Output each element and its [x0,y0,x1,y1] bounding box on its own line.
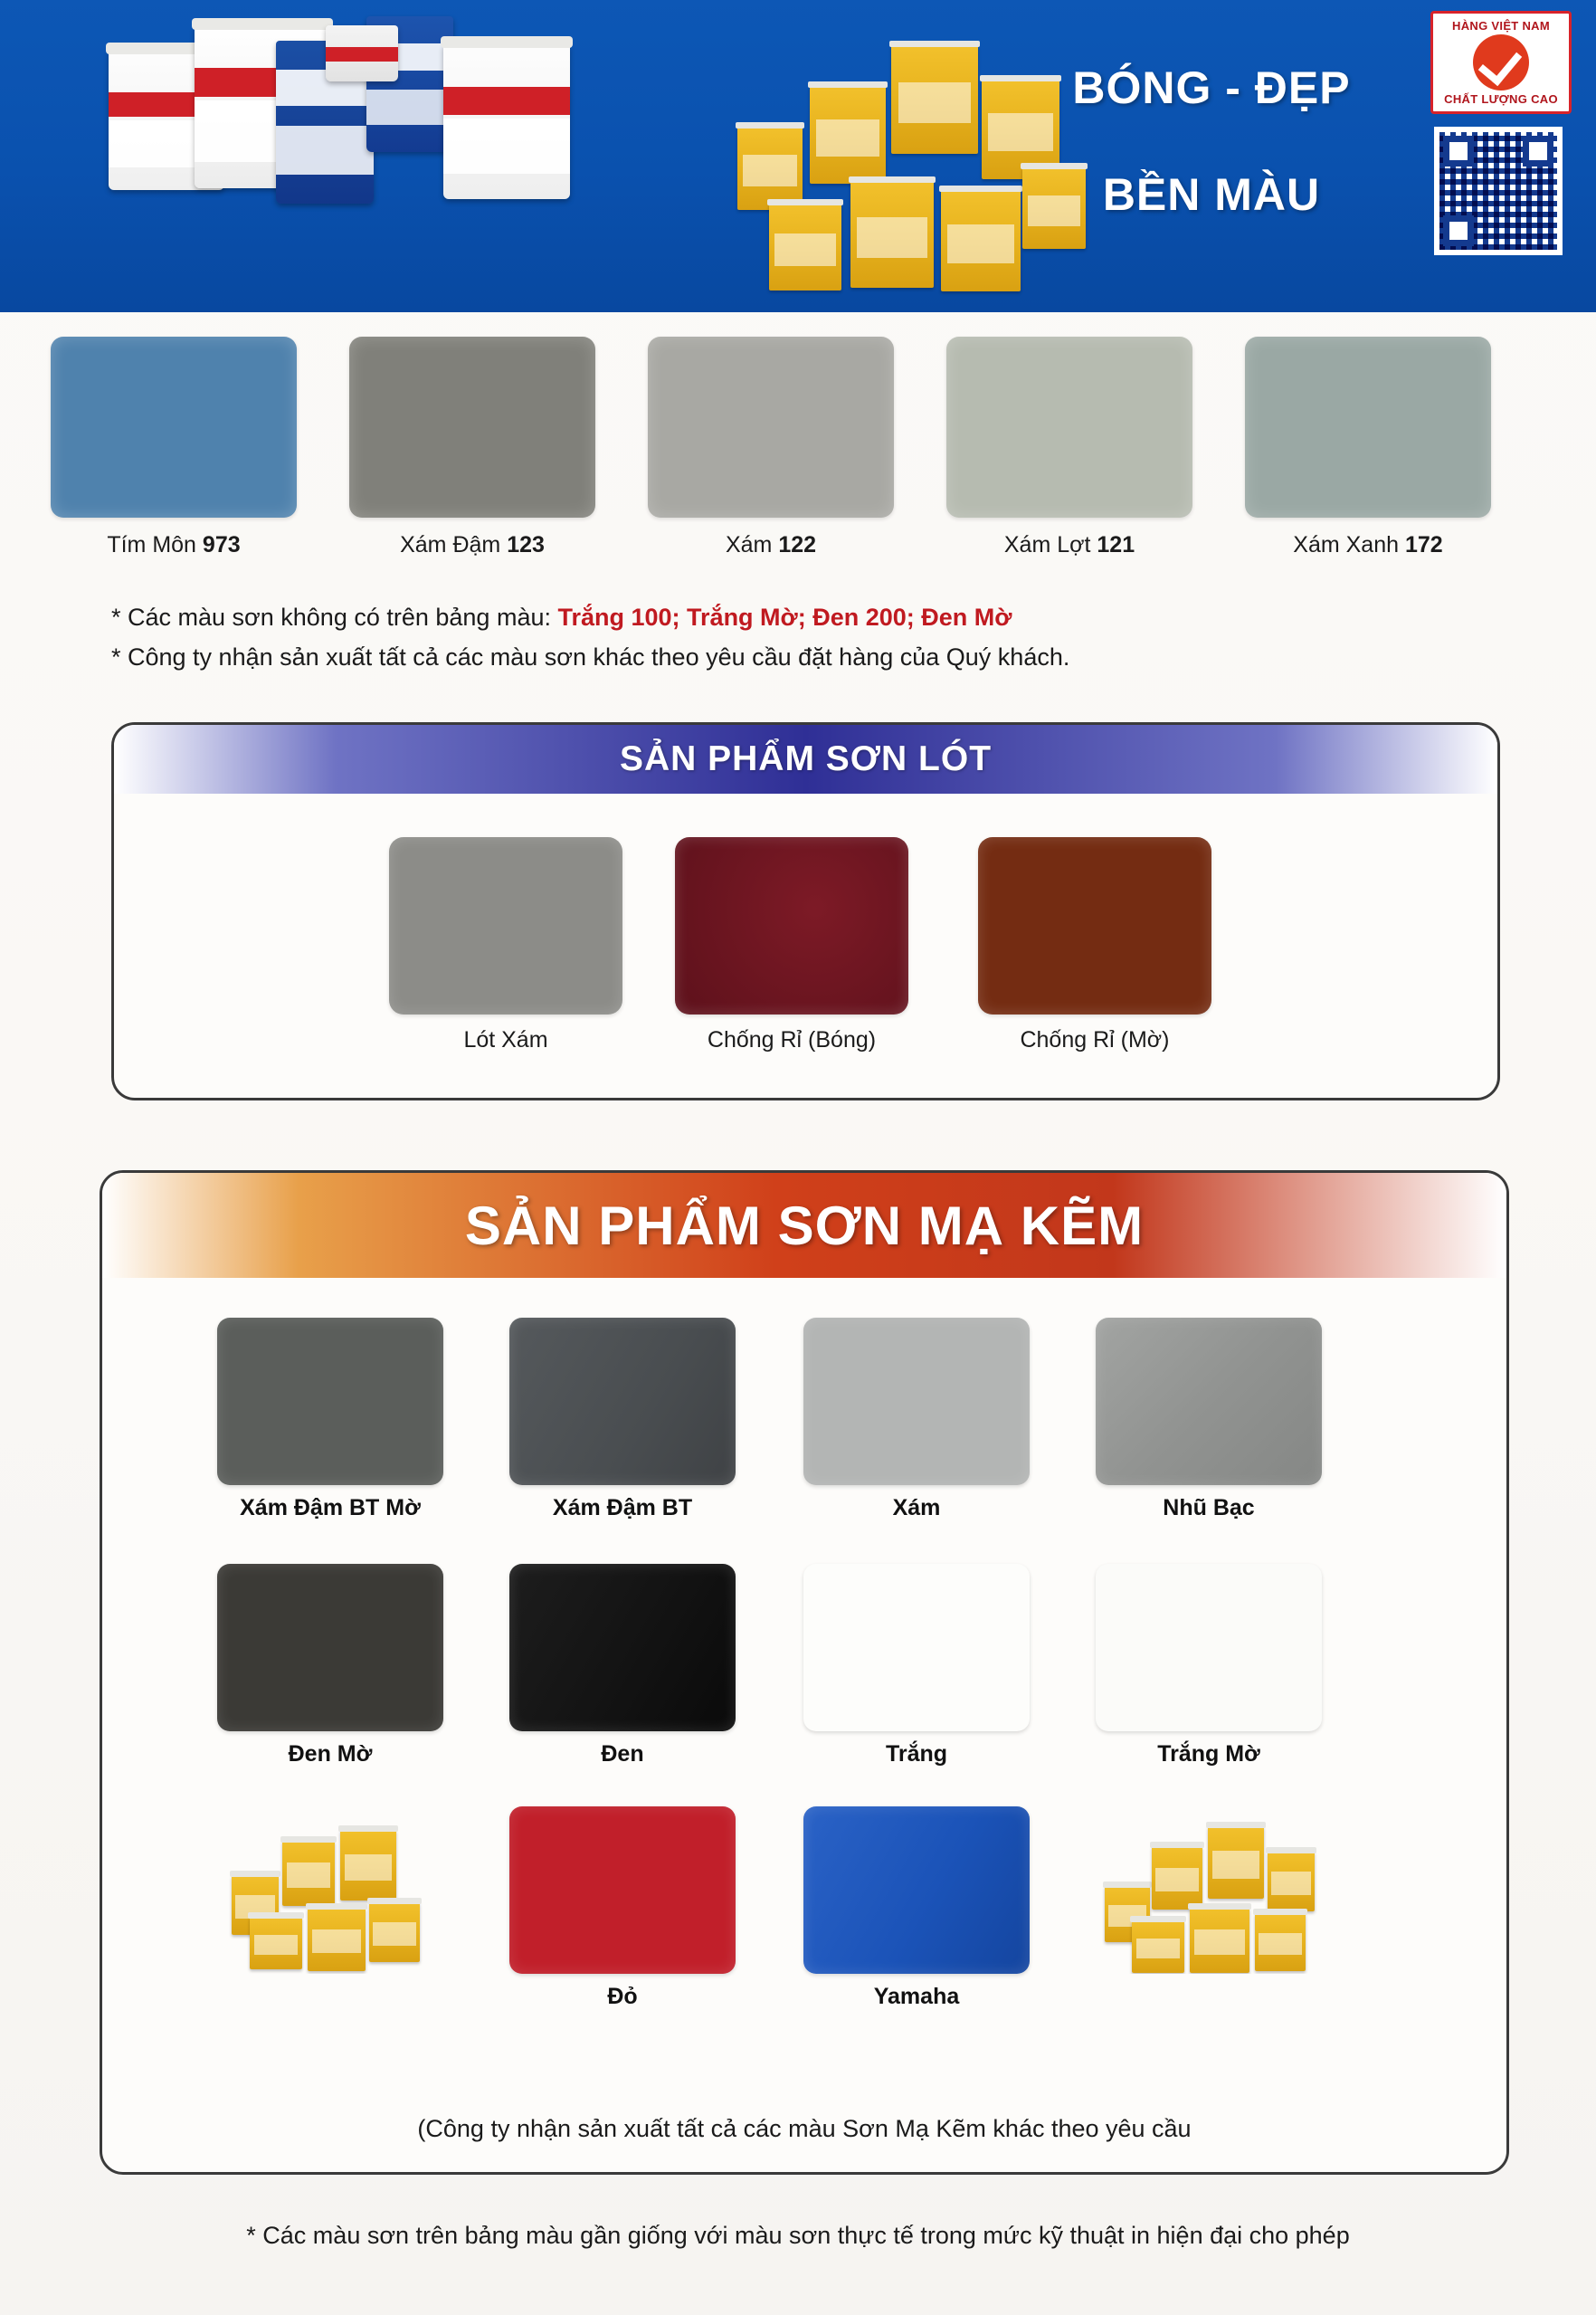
swatch-caption [1245,532,1491,558]
qr-eye-bottom-left [1443,215,1474,246]
qr-code-icon[interactable] [1434,127,1563,255]
check-icon [1473,34,1529,91]
note-line-1-prefix: * Các màu sơn không có trên bảng màu: [111,604,558,631]
zinc-panel-note: (Công ty nhận sản xuất tất cả các màu Sơn Mạ Kẽm khác theo yêu cầu [417,2115,1192,2142]
swatch-chip [389,837,622,1015]
swatch-chip [509,1564,736,1731]
slogan-line-2: BỀN MÀU [1102,169,1321,220]
swatch-xam-xanh-172[interactable] [1245,337,1491,558]
note-line-2: * Công ty nhận sản xuất tất cả các màu sơn khác theo yêu cầu đặt hàng của Quý khách. [111,643,1070,671]
swatch-name: Tím Môn [107,532,196,557]
swatch-den-mo[interactable] [217,1564,443,1767]
swatch-chip [1096,1318,1322,1485]
swatch-name: Xám [892,1495,941,1520]
quality-logo-bottom-text: CHẤT LƯỢNG CAO [1444,92,1558,106]
color-notes [111,597,1496,677]
footer-disclaimer: * Các màu sơn trên bảng màu gần giống với màu sơn thực tế trong mức kỹ thuật in hiện đại cho phép [246,2222,1350,2249]
swatch-xam-dam-bt-mo[interactable] [217,1318,443,1521]
swatch-name: Xám Đậm [400,532,501,557]
zinc-can-photo-left [217,1806,443,1984]
zinc-can-photo-right [1096,1806,1322,1984]
swatch-caption [51,532,297,558]
swatch-chip [217,1564,443,1731]
swatch-xam-dam-bt[interactable] [509,1318,736,1521]
header-banner [0,0,1596,312]
swatch-name: Xám Đậm BT [552,1495,693,1520]
note-line-1-highlight: Trắng 100; Trắng Mờ; Đen 200; Đen Mờ [557,604,1012,631]
swatch-chip [509,1318,736,1485]
swatch-code: 123 [507,532,545,557]
swatch-chip [803,1806,1030,1974]
primer-products-panel [111,722,1500,1100]
swatch-chip [1245,337,1491,518]
swatch-xam-122[interactable] [648,337,894,558]
paint-can-photo-left [54,9,688,308]
swatch-name: Xám [725,532,773,557]
swatch-chip [978,837,1211,1015]
swatch-name: Lót Xám [463,1027,548,1053]
vietnam-quality-logo [1430,11,1572,114]
swatch-chip [946,337,1192,518]
swatch-den[interactable] [509,1564,736,1767]
swatch-tim-mon-973[interactable] [51,337,297,558]
qr-eye-top-right [1523,136,1553,167]
swatch-yamaha[interactable] [803,1806,1030,2010]
swatch-name: Trắng [885,1741,948,1767]
zinc-panel-title: SẢN PHẨM SƠN MẠ KẼM [102,1173,1506,1278]
swatch-chip [509,1806,736,1974]
swatch-name: Yamaha [873,1984,960,2009]
swatch-name: Đen Mờ [288,1741,373,1767]
swatch-trang-mo[interactable] [1096,1564,1322,1767]
swatch-xam-dam-123[interactable] [349,337,595,558]
swatch-caption [349,532,595,558]
swatch-chip [349,337,595,518]
swatch-nhu-bac[interactable] [1096,1318,1322,1521]
swatch-code: 122 [778,532,817,557]
swatch-name: Chống Rỉ (Mờ) [1020,1027,1170,1053]
zinc-paint-products-panel [100,1170,1509,2175]
swatch-lot-xam[interactable] [389,837,622,1053]
swatch-name: Xám Lợt [1003,532,1091,557]
slogan-line-1: BÓNG - ĐẸP [1072,62,1351,113]
product-photo [1096,1806,1322,1974]
top-color-swatch-row [0,337,1596,581]
swatch-chip [803,1564,1030,1731]
swatch-chip [1096,1564,1322,1731]
swatch-name: Nhũ Bạc [1163,1495,1255,1520]
swatch-caption [946,532,1192,558]
swatch-name: Chống Rỉ (Bóng) [707,1027,877,1053]
qr-eye-top-left [1443,136,1474,167]
primer-panel-title: SẢN PHẨM SƠN LÓT [114,725,1497,794]
quality-logo-top-text: HÀNG VIỆT NAM [1452,19,1550,33]
swatch-code: 121 [1097,532,1135,557]
swatch-code: 973 [202,532,241,557]
swatch-name: Trắng Mờ [1157,1741,1260,1767]
swatch-chip [675,837,908,1015]
swatch-name: Đen [601,1741,644,1767]
swatch-do[interactable] [509,1806,736,2010]
swatch-xam[interactable] [803,1318,1030,1521]
swatch-chip [803,1318,1030,1485]
swatch-chip [51,337,297,518]
swatch-chip [217,1318,443,1485]
swatch-name: Đỏ [607,1984,638,2009]
swatch-code: 172 [1404,532,1443,557]
swatch-caption [648,532,894,558]
swatch-xam-lot-121[interactable] [946,337,1192,558]
swatch-trang[interactable] [803,1564,1030,1767]
swatch-chong-ri-bong[interactable] [675,837,908,1053]
swatch-name: Xám Xanh [1293,532,1400,557]
swatch-chip [648,337,894,518]
note-line-1 [111,597,1496,637]
swatch-chong-ri-mo[interactable] [978,837,1211,1053]
banner-slogan [1021,34,1401,248]
swatch-name: Xám Đậm BT Mờ [240,1495,421,1520]
product-photo [217,1806,443,1974]
